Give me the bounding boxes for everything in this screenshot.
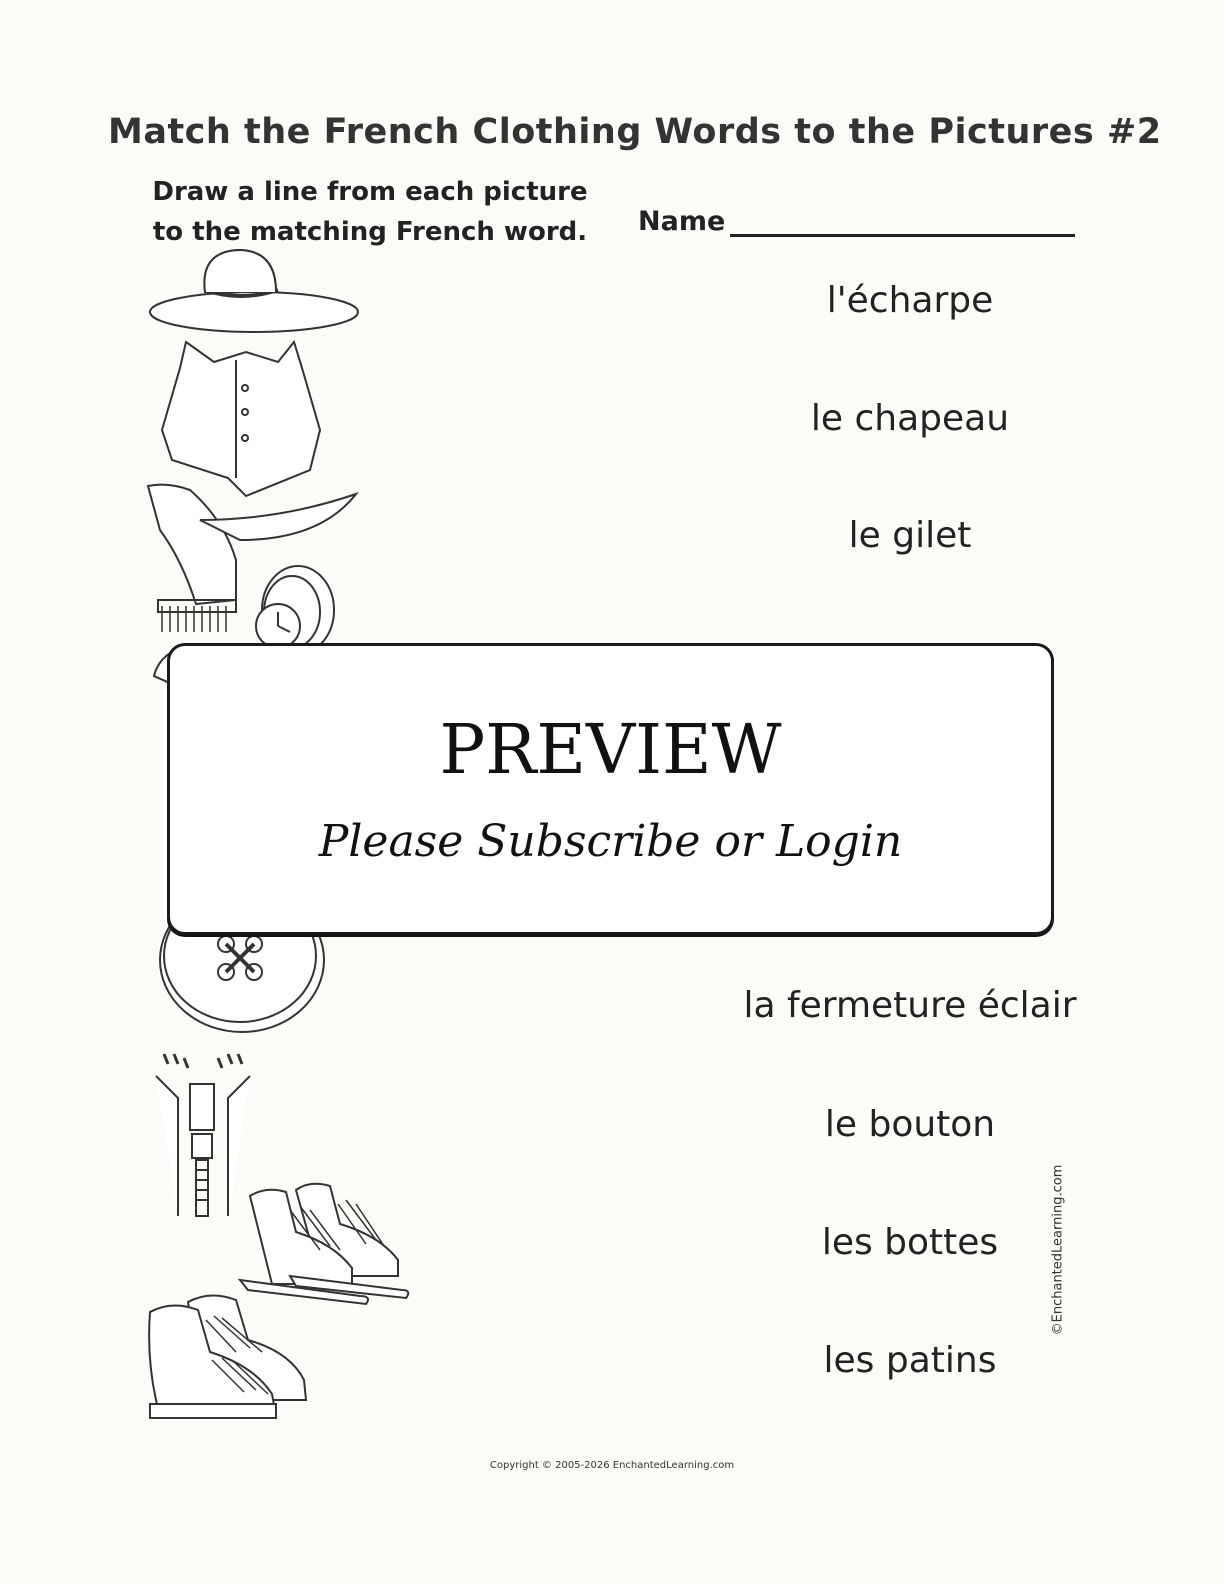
clock-icon bbox=[256, 566, 334, 654]
instructions-line-1: Draw a line from each picture bbox=[152, 177, 588, 207]
word-bouton: le bouton bbox=[824, 1104, 996, 1145]
preview-title: PREVIEW bbox=[439, 711, 782, 790]
word-bottes: les bottes bbox=[821, 1222, 999, 1263]
boots-icon bbox=[149, 1295, 306, 1418]
ice-skates-icon bbox=[240, 1184, 408, 1304]
worksheet-title: Match the French Clothing Words to the Pictures #2 bbox=[108, 112, 1162, 152]
preview-overlay[interactable] bbox=[167, 643, 1054, 935]
word-chapeau: le chapeau bbox=[810, 398, 1010, 439]
name-label: Name bbox=[638, 206, 726, 237]
subscribe-login-link[interactable]: Please Subscribe or Login bbox=[318, 816, 903, 867]
side-credit: ©EnchantedLearning.com bbox=[1050, 1164, 1066, 1336]
word-fermeture-eclair: la fermeture éclair bbox=[743, 985, 1077, 1026]
instructions-line-2: to the matching French word. bbox=[152, 217, 588, 247]
zipper-icon bbox=[156, 1054, 250, 1216]
word-gilet: le gilet bbox=[848, 515, 972, 556]
vest-icon bbox=[162, 342, 320, 496]
hat-icon bbox=[150, 250, 358, 332]
word-echarpe: l'écharpe bbox=[826, 280, 994, 321]
copyright-footer: Copyright © 2005-2026 EnchantedLearning.com bbox=[489, 1460, 735, 1471]
word-patins: les patins bbox=[823, 1340, 997, 1381]
